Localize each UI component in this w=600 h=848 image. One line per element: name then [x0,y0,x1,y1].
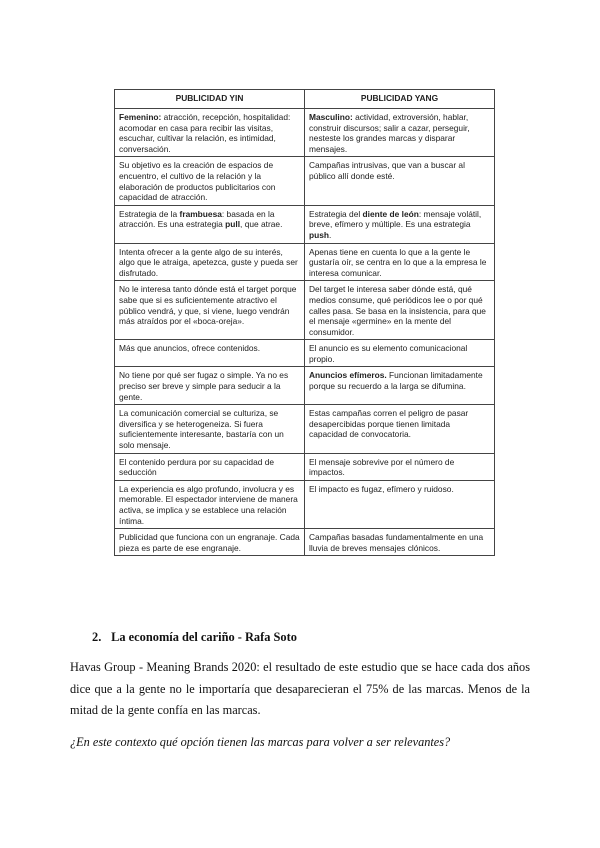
table-row [115,340,495,367]
cell-yang [305,367,495,405]
cell-text: La experiencia es algo profundo, involucra y es memorable. El espectador interviene de manera activa, se implica y se establece una relación íntima. [119,483,298,526]
table-row [115,205,495,243]
header-yang: PUBLICIDAD YANG [305,90,495,109]
cell-text: . [329,229,332,240]
cell-text: : basada en la atracción. Es una estrategia [119,208,275,230]
table-row [115,405,495,453]
cell-text: actividad, extroversión, hablar, construir discursos; salir a cazar, perseguir, nesteste los grandes marcas y disparar mensajes. [309,112,470,154]
table-row [115,367,495,405]
cell-text: , que atrae. [240,219,283,230]
cell-emphasis: frambuesa [179,208,222,219]
body-paragraph: Havas Group - Meaning Brands 2020: el resultado de este estudio que se hace cada dos años dice que a la gente no le importaría que desaparecieran el 75% de las marcas. Menos de la mitad de la gente confía en las marcas. [70,660,530,717]
cell-emphasis: diente de león [362,208,419,219]
cell-yin [115,367,305,405]
cell-text: Estas campañas corren el peligro de pasar desapercibidas porque tienen limitada capacidad de convocatoria. [309,408,469,440]
cell-yin [115,453,305,480]
cell-yang [305,281,495,340]
cell-text: El contenido perdura por su capacidad de seducción [119,456,275,478]
question-text: ¿En este contexto qué opción tienen las marcas para volver a ser relevantes? [70,735,451,749]
cell-emphasis: pull [225,219,241,230]
cell-yin [115,405,305,453]
cell-lead: Anuncios efímeros. [309,370,387,381]
table-row [115,157,495,205]
yin-yang-comparison-table [114,89,495,556]
table-row [115,453,495,480]
table-row [115,529,495,556]
table-row [115,243,495,281]
cell-text: atracción, recepción, hospitalidad: acomodar en casa para recibir las visitas, escuchar, cultivar la relación, es intimidad, conversación. [119,112,291,154]
cell-text: El impacto es fugaz, efímero y ruidoso. [309,483,454,494]
cell-text: Su objetivo es la creación de espacios de encuentro, el cultivo de la relación y la elaboración de productos publicitarios con capacidad de atracción. [119,160,276,203]
cell-text: Intenta ofrecer a la gente algo de su interés, algo que le atraiga, apetezca, guste y pueda ser disfrutado. [119,246,298,278]
cell-text: Apenas tiene en cuenta lo que a la gente le gustaría oír, se centra en lo que a la empresa le interesa comunicar. [309,246,487,278]
cell-text: No le interesa tanto dónde está el target porque sabe que si es suficientemente atractivo el público vendrá, y que, si viene, luego vendrán más atraídos por el «boca-oreja». [119,284,297,327]
cell-yang [305,405,495,453]
cell-text: Del target le interesa saber dónde está, qué medios consume, qué periódicos lee o por qué calles pasa. Se basa en la insistencia, para que el mensaje «germine» en la mente del consumidor. [309,284,486,337]
table-row [115,281,495,340]
cell-text: El mensaje sobrevive por el número de impactos. [309,456,455,478]
cell-emphasis: push [309,229,330,240]
cell-text: La comunicación comercial se culturiza, se diversifica y se heterogeneiza. Si fuera suficientemente interesante, bastaría con un solo mensaje. [119,408,284,451]
cell-text: El anuncio es su elemento comunicacional propio. [309,343,468,364]
cell-text: Campañas basadas fundamentalmente en una lluvia de breves mensajes clónicos. [309,532,484,553]
cell-yang [305,480,495,528]
cell-lead: Femenino: [119,112,162,122]
cell-text: : mensaje volátil, breve, efímero y múltiple. Es una estrategia [309,208,482,230]
table-header-row [115,90,495,109]
table-row [115,109,495,157]
cell-text: Publicidad que funciona con un engranaje. Cada pieza es parte de ese engranaje. [119,532,300,553]
table-row [115,480,495,528]
cell-text: Estrategia del [309,208,363,219]
cell-yin [115,281,305,340]
cell-lead: Masculino: [309,112,353,122]
table-body [115,109,495,556]
section-number: 2. [92,630,102,644]
cell-yin [115,480,305,528]
cell-yin [115,529,305,556]
header-yin: PUBLICIDAD YIN [115,90,305,109]
cell-yin [115,243,305,281]
section-heading [92,630,297,645]
cell-yang [305,529,495,556]
cell-yin [115,157,305,205]
cell-yang [305,453,495,480]
cell-yang [305,243,495,281]
cell-text: Campañas intrusivas, que van a buscar al público allí donde esté. [309,160,465,181]
cell-text: Estrategia de la [119,208,180,219]
cell-yang [305,340,495,367]
cell-yang [305,205,495,243]
cell-yin [115,109,305,157]
cell-text: Más que anuncios, ofrece contenidos. [119,343,261,354]
cell-text: Funcionan limitadamente porque su recuerdo a la larga se difumina. [309,370,483,392]
cell-text: No tiene por qué ser fugaz o simple. Ya no es preciso ser breve y simple para seducir a la gente. [119,370,289,402]
cell-yin [115,205,305,243]
cell-yang [305,157,495,205]
section-title: La economía del cariño - Rafa Soto [111,630,297,644]
cell-yin [115,340,305,367]
cell-yang [305,109,495,157]
